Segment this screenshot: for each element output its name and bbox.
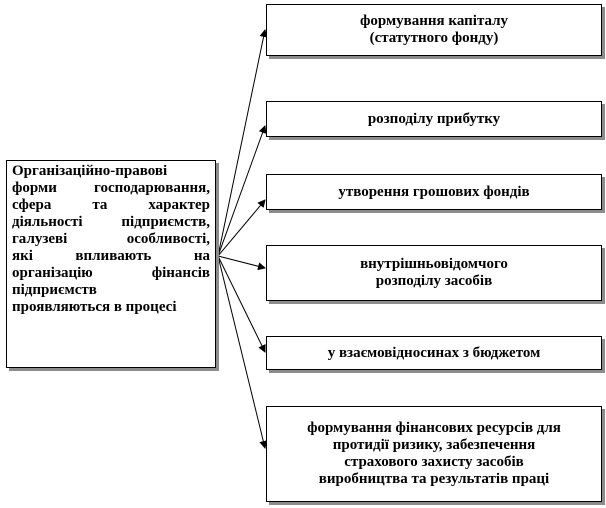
target-line: внутрішньовідомчого: [360, 256, 508, 272]
target-line: формування фінансових ресурсів для: [307, 420, 561, 436]
source-line: які впливають на: [12, 248, 210, 264]
target-line: виробництва та результатів праці: [318, 471, 550, 487]
arrow-to-monetary-funds: [218, 200, 265, 256]
source-line: підприємств: [12, 282, 97, 298]
target-line: (статутного фонду): [369, 30, 499, 46]
target-line: у взаємовідносинах з бюджетом: [327, 344, 541, 361]
target-line: розподілу засобів: [375, 273, 493, 289]
target-box-profit-distribution: [266, 101, 602, 137]
arrow-to-risk-resources: [218, 256, 265, 448]
target-line: протидії ризику, забезпечення: [332, 437, 536, 453]
arrow-to-profit-distribution: [218, 126, 265, 256]
target-line: розподілу прибутку: [367, 110, 501, 127]
target-box-risk-resources: [266, 406, 602, 502]
target-line: формування капіталу: [359, 13, 509, 29]
source-line: Організаційно-правові: [12, 163, 168, 179]
source-line: сфера та характер: [12, 197, 210, 213]
arrow-to-capital-formation: [218, 30, 265, 256]
target-box-budget-relations: [266, 336, 602, 370]
source-line: діяльності підприємств,: [12, 214, 210, 230]
arrow-to-budget-relations: [218, 256, 265, 352]
target-box-capital-formation: [266, 4, 602, 56]
target-line: страхового захисту засобів: [344, 454, 524, 470]
target-line: утворення грошових фондів: [338, 183, 530, 200]
source-line: організацію фінансів: [12, 265, 210, 281]
arrow-to-intradepartmental-distribution: [218, 256, 265, 268]
target-box-intradepartmental-distribution: [266, 245, 602, 301]
source-line: галузеві особливості,: [12, 231, 210, 247]
source-box: [6, 160, 216, 368]
source-line: проявляються в процесі: [12, 299, 177, 315]
source-line: форми господарювання,: [12, 180, 210, 196]
target-box-monetary-funds: [266, 174, 602, 210]
